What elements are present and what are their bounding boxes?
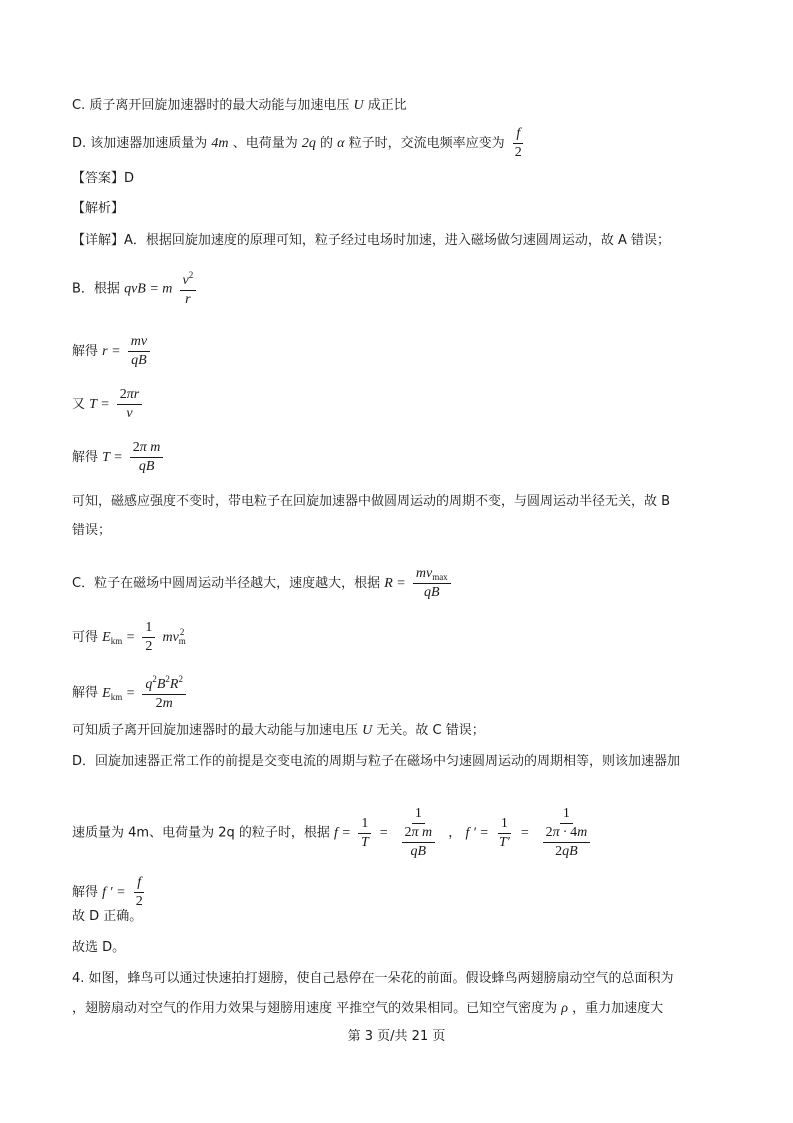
numerator: $v^2$ <box>180 270 197 291</box>
denominator: T′ <box>498 834 510 850</box>
equals-sign: = <box>378 825 389 841</box>
f-over-2-fraction <box>512 126 525 161</box>
c-conclusion <box>72 721 485 741</box>
denominator: v <box>126 406 133 422</box>
period-def <box>72 387 145 422</box>
question-4-tail: ，重力加速度大 <box>572 1001 664 1016</box>
comma: ， <box>448 825 462 841</box>
c-conclusion-text: 可知质子离开回旋加速器时的最大动能与加速电压 <box>72 723 359 738</box>
option-c-tail: 成正比 <box>367 98 407 113</box>
denominator: qB <box>131 353 147 369</box>
formula-ekm: $E_{km}$ = <box>102 685 136 702</box>
option-d-text: D. 该加速器加速质量为 <box>72 136 208 152</box>
formula-ekm: $E_{km}$ = <box>102 630 136 647</box>
question-4-text: ，翅膀扇动对空气的作用力效果与翅膀用速度 平推空气的效果相同。已知空气密度为 <box>72 1001 558 1016</box>
question-4-line2 <box>72 999 663 1019</box>
formula-r-max: R = <box>384 576 406 592</box>
solve-r <box>72 334 153 369</box>
option-c <box>72 96 407 116</box>
denominator <box>396 824 442 860</box>
formula-2pir-over-v <box>117 387 142 422</box>
formula-t: T = <box>102 450 123 466</box>
formula-1-over-t-prime <box>496 816 513 851</box>
numerator: 1 <box>560 806 573 824</box>
inner-fraction: $\frac{2\pi \cdot 4m}{2qB}$ <box>543 825 591 860</box>
question-4-line1: 4. 如图，蜂鸟可以通过快速拍打翅膀，使自己悬停在一朵花的前面。假设蜂鸟两翅膀扇动空气的总面积为 <box>72 971 674 986</box>
conclusion-b1: 可知，磁感应强度不变时，带电粒子在回旋加速器中做圆周运动的周期不变，与圆周运动半径无关，故 B <box>72 494 671 509</box>
analysis-label: 【解析】 <box>72 201 125 216</box>
numerator: 1 <box>142 620 155 638</box>
denominator: 2m <box>155 696 173 712</box>
explain-b-lead: B．根据 <box>72 281 120 297</box>
numerator: $mv_{max}$ <box>413 566 451 584</box>
numerator: $q^2B^2R^2$ <box>142 674 186 695</box>
numerator: 1 <box>412 806 425 824</box>
formula-f-prime: f ′ = <box>465 825 489 841</box>
denominator: qB <box>423 585 440 601</box>
formula-lorentz: qvB = m <box>124 281 173 297</box>
explain-d-lead: 速质量为 4m、电荷量为 2q 的粒子时，根据 <box>72 825 330 841</box>
numerator: 1 <box>498 816 511 834</box>
formula-1-over-t <box>358 816 372 851</box>
solve-label: 解得 <box>72 685 99 701</box>
charge-symbol: 2q <box>301 136 316 152</box>
formula-mv-over-qb <box>128 334 150 369</box>
formula-2pim-over-qb <box>130 440 164 475</box>
answer-value: D <box>124 171 135 186</box>
fraction-numerator: f <box>513 126 523 144</box>
formula-f-prime: f ′ = <box>102 885 126 901</box>
page-footer: 第 3 页/共 21 页 <box>347 1029 446 1044</box>
formula-r: r = <box>102 344 121 360</box>
denominator: T <box>360 834 369 850</box>
rho-symbol: ρ <box>561 1001 569 1016</box>
denominator: 2 <box>145 639 153 655</box>
numerator: 2π m <box>130 440 164 458</box>
formula-1-over-2pi4m-2qb <box>537 806 597 860</box>
mass-symbol: 4m <box>211 136 229 152</box>
option-d-text3: 的 <box>319 136 333 152</box>
c-solve <box>72 674 189 712</box>
denominator: 2 <box>135 894 143 910</box>
denominator: r <box>185 292 191 308</box>
conclusion-b2: 错误； <box>72 523 112 538</box>
fraction-denominator: 2 <box>514 145 522 161</box>
numerator: 1 <box>358 816 371 834</box>
c-conclusion-tail: 无关。故 C 错误； <box>376 723 485 738</box>
solve-t <box>72 440 166 475</box>
d-correct: 故 D 正确。 <box>72 909 143 924</box>
c-get <box>72 620 184 655</box>
formula-q2b2r2-over-2m <box>142 674 186 712</box>
formula-f-over-2 <box>133 875 146 910</box>
inner-fraction: $\frac{\text{2π m}}{qB}$ <box>402 825 436 860</box>
solve-label: 解得 <box>72 450 99 466</box>
formula-1-over-2pim-qb <box>396 806 442 860</box>
option-d <box>72 126 528 161</box>
solve-label: 解得 <box>72 885 99 901</box>
explain-c-lead: C．粒子在磁场中圆周运动半径越大，速度越大，根据 <box>72 576 381 592</box>
also-label: 又 <box>72 397 86 413</box>
alpha-symbol: α <box>337 136 345 152</box>
formula-f: f = <box>334 825 351 841</box>
numerator: f <box>134 875 144 893</box>
formula-v2-over-r <box>180 270 197 308</box>
equals-sign: = <box>519 825 530 841</box>
numerator: mv <box>128 334 150 352</box>
denominator: qB <box>138 459 155 475</box>
formula-one-half <box>142 620 155 655</box>
option-d-text4: 粒子时，交流电频率应变为 <box>348 136 505 152</box>
get-label: 可得 <box>72 630 99 646</box>
explain-b <box>72 270 199 308</box>
denominator <box>537 824 597 860</box>
answer-line <box>72 169 134 189</box>
explain-d2 <box>72 806 599 860</box>
choose-answer: 故选 D。 <box>72 940 126 955</box>
answer-label: 【答案】 <box>72 171 125 186</box>
option-d-text2: 、电荷量为 <box>232 136 298 152</box>
explain-d1: D．回旋加速器正常工作的前提是交变电流的周期与粒子在磁场中匀速圆周运动的周期相等，则该加速器加 <box>72 754 681 769</box>
solve-label: 解得 <box>72 344 99 360</box>
d-solve <box>72 875 149 910</box>
voltage-symbol: U <box>362 723 373 738</box>
formula-mv2: $mv_m^2$ <box>162 627 186 647</box>
explain-a: 【详解】A．根据回旋加速度的原理可知，粒子经过电场时加速，进入磁场做匀速圆周运动，故 A 错误； <box>72 233 671 248</box>
explain-c <box>72 566 454 601</box>
formula-mvmax-over-qb <box>413 566 451 601</box>
numerator: 2πr <box>117 387 142 405</box>
formula-t: T = <box>89 397 110 413</box>
option-c-text: C. 质子离开回旋加速器时的最大动能与加速电压 <box>72 98 350 113</box>
voltage-symbol: U <box>353 98 364 113</box>
